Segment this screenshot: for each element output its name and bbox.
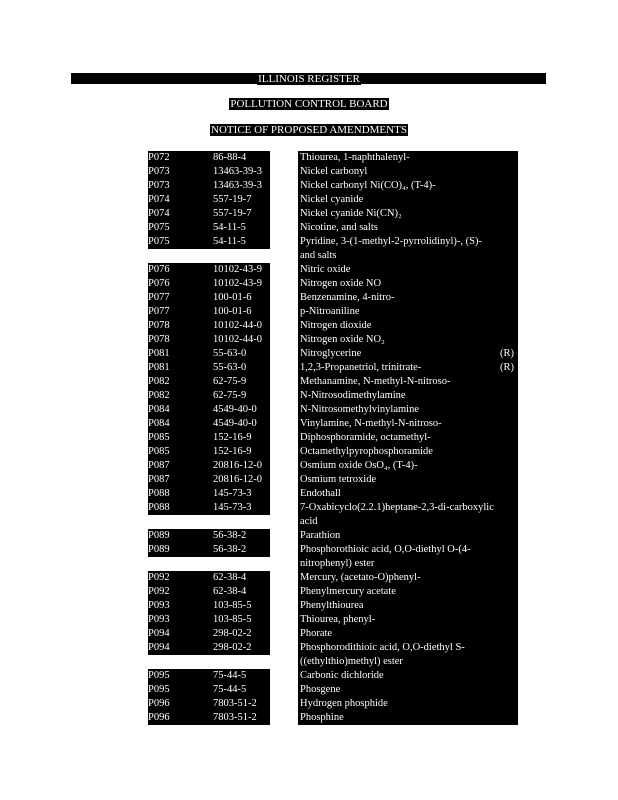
substance-name: Nickel carbonyl	[300, 166, 368, 177]
waste-code: P095	[148, 670, 170, 681]
waste-code: P088	[148, 488, 170, 499]
cas-number: 54-11-5	[213, 236, 246, 247]
board-heading: POLLUTION CONTROL BOARD	[230, 98, 388, 110]
substance-name: Nickel cyanide Ni(CN)₂	[300, 208, 402, 219]
waste-code: P077	[148, 292, 170, 303]
cas-number: 557-19-7	[213, 208, 252, 219]
substance-name: Phosgene	[300, 684, 341, 695]
cas-number: 145-73-3	[213, 502, 252, 513]
substance-name: Hydrogen phosphide	[300, 698, 388, 709]
substance-name: Osmium tetroxide	[300, 474, 377, 485]
substance-name: Osmium oxide OsO₄, (T-4)-	[300, 460, 418, 471]
substance-name: Nickel cyanide	[300, 194, 364, 205]
waste-code: P084	[148, 404, 170, 415]
waste-code: P085	[148, 432, 170, 443]
substance-name: Benzenamine, 4-nitro-	[300, 292, 395, 303]
cas-number: 13463-39-3	[213, 166, 262, 177]
substance-name: Nitroglycerine	[300, 348, 362, 359]
substance-name: Nickel carbonyl Ni(CO)₄, (T-4)-	[300, 180, 436, 191]
waste-code: P078	[148, 334, 170, 345]
substance-name: Pyridine, 3-(1-methyl-2-pyrrolidinyl)-, (S)- and salts	[300, 236, 482, 261]
cas-number: 298-02-2	[213, 642, 252, 653]
cas-number: 75-44-5	[213, 670, 247, 681]
substance-name: Vinylamine, N-methyl-N-nitroso-	[300, 418, 442, 429]
waste-code: P073	[148, 180, 170, 191]
waste-code: P077	[148, 306, 170, 317]
cas-number: 100-01-6	[213, 292, 252, 303]
waste-code: P085	[148, 446, 170, 457]
substance-name: Phorate	[300, 628, 333, 639]
cas-number: 10102-44-0	[213, 320, 262, 331]
waste-code: P087	[148, 460, 170, 471]
cas-number: 20816-12-0	[213, 460, 262, 471]
substance-name: Carbonic dichloride	[300, 670, 384, 681]
substance-name: 7-Oxabicyclo(2.2.1)heptane-2,3-di-carboxylic acid	[300, 502, 494, 527]
waste-code: P088	[148, 502, 170, 513]
substance-name: Nicotine, and salts	[300, 222, 378, 233]
register-heading: ILLINOIS REGISTER	[258, 73, 360, 85]
waste-code: P072	[148, 152, 170, 163]
cas-number: 10102-43-9	[213, 264, 262, 275]
cas-number: 152-16-9	[213, 432, 252, 443]
waste-code: P089	[148, 544, 170, 555]
cas-number: 152-16-9	[213, 446, 252, 457]
cas-number: 62-38-4	[213, 572, 247, 583]
substance-name: Mercury, (acetato-O)phenyl-	[300, 572, 421, 583]
substance-name: Thiourea, 1-naphthalenyl-	[300, 152, 410, 163]
substance-name: Endothall	[300, 488, 341, 499]
waste-code: P084	[148, 418, 170, 429]
waste-code: P094	[148, 628, 170, 639]
cas-number: 62-38-4	[213, 586, 247, 597]
cas-number: 54-11-5	[213, 222, 246, 233]
waste-code: P076	[148, 278, 170, 289]
substance-name: Nitrogen oxide NO₂	[300, 334, 385, 345]
cas-number: 100-01-6	[213, 306, 252, 317]
substance-name: Parathion	[300, 530, 341, 541]
waste-code: P074	[148, 208, 170, 219]
substance-name: Thiourea, phenyl-	[300, 614, 376, 625]
reactive-mark: (R)	[500, 362, 514, 373]
waste-code: P082	[148, 376, 170, 387]
waste-code: P078	[148, 320, 170, 331]
substance-name: p-Nitroaniline	[300, 306, 360, 317]
substance-name: Phenylmercury acetate	[300, 586, 396, 597]
cas-number: 55-63-0	[213, 348, 247, 359]
cas-number: 7803-51-2	[213, 698, 257, 709]
cas-number: 145-73-3	[213, 488, 252, 499]
cas-number: 62-75-9	[213, 376, 247, 387]
substance-name: Phosphorothioic acid, O,O-diethyl O-(4-nitrophenyl) ester	[300, 544, 471, 569]
waste-code: P087	[148, 474, 170, 485]
waste-code: P081	[148, 348, 170, 359]
waste-code: P081	[148, 362, 170, 373]
substance-name: Phenylthiourea	[300, 600, 364, 611]
cas-number: 4549-40-0	[213, 404, 257, 415]
cas-number: 10102-43-9	[213, 278, 262, 289]
cas-number: 4549-40-0	[213, 418, 257, 429]
waste-code: P089	[148, 530, 170, 541]
cas-number: 13463-39-3	[213, 180, 262, 191]
waste-code: P074	[148, 194, 170, 205]
notice-heading: NOTICE OF PROPOSED AMENDMENTS	[211, 124, 407, 136]
cas-number: 56-38-2	[213, 530, 247, 541]
cas-number: 103-85-5	[213, 614, 252, 625]
waste-code: P082	[148, 390, 170, 401]
substance-name: Methanamine, N-methyl-N-nitroso-	[300, 376, 451, 387]
waste-code: P076	[148, 264, 170, 275]
substance-name: Diphosphoramide, octamethyl-	[300, 432, 431, 443]
cas-number: 10102-44-0	[213, 334, 262, 345]
cas-number: 86-88-4	[213, 152, 247, 163]
waste-code: P096	[148, 698, 170, 709]
waste-code: P092	[148, 586, 170, 597]
waste-code: P094	[148, 642, 170, 653]
waste-code: P073	[148, 166, 170, 177]
cas-number: 62-75-9	[213, 390, 247, 401]
cas-number: 7803-51-2	[213, 712, 257, 723]
waste-code: P093	[148, 614, 170, 625]
cas-number: 20816-12-0	[213, 474, 262, 485]
waste-code: P095	[148, 684, 170, 695]
substance-name: N-Nitrosodimethylamine	[300, 390, 406, 401]
substance-name: Nitrogen oxide NO	[300, 278, 382, 289]
waste-code: P096	[148, 712, 170, 723]
waste-code: P093	[148, 600, 170, 611]
substance-name: Nitrogen dioxide	[300, 320, 372, 331]
substance-name: Nitric oxide	[300, 264, 351, 275]
reactive-mark: (R)	[500, 348, 514, 359]
cas-number: 298-02-2	[213, 628, 252, 639]
substance-name: Phosphine	[300, 712, 344, 723]
substance-name: N-Nitrosomethylvinylamine	[300, 404, 419, 415]
substance-name: 1,2,3-Propanetriol, trinitrate-	[300, 362, 422, 373]
substance-name: Phosphorodithioic acid, O,O-diethyl S-((ethylthio)methyl) ester	[300, 642, 465, 667]
cas-number: 557-19-7	[213, 194, 252, 205]
cas-number: 75-44-5	[213, 684, 247, 695]
cas-number: 56-38-2	[213, 544, 247, 555]
waste-code: P075	[148, 222, 170, 233]
cas-number: 55-63-0	[213, 362, 247, 373]
substance-name: Octamethylpyrophosphoramide	[300, 446, 433, 457]
waste-code: P092	[148, 572, 170, 583]
waste-code: P075	[148, 236, 170, 247]
cas-number: 103-85-5	[213, 600, 252, 611]
